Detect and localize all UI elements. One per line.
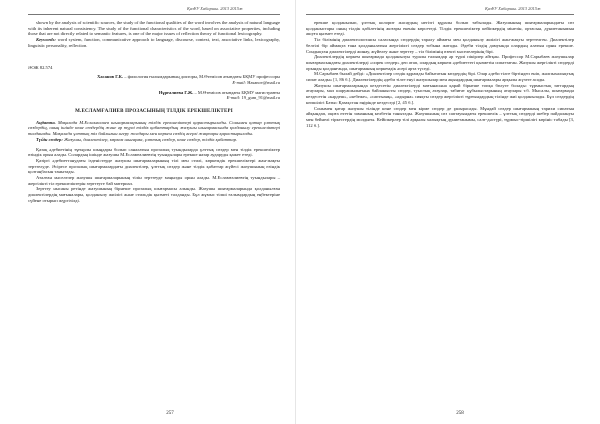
author-2-email: 19_gum_91@mail.ru [241, 95, 280, 101]
intro-en: shown by the analysis of scientific sources, the study of the functional qualities of the word involves the analysis of natural language with its inherent natural consistency. The study of the functional characteristics of the word, based on associative properties, including those that are not directly related to semantic features, is one of the major issues of reflection theory of functional lexicography. [28, 20, 280, 37]
udk-code: ӘОЖ 82.574 [28, 64, 53, 70]
body-paragraph: Тіл білімінің диалектологиясы саласында сөздердің таралу аймағы мен қолданылу жиілігі жан-жақты зерттелген. Диалектілер белгілі бір аймақта ғана қолданылатын жергілікті сөздер тобына жатады. Әдеби тілдің дамуында олардың алатын орны ерекше. Сондықтан диалектілерді жинау, жүйелеу және зерттеу – тіл білімінің өзекті мәселелерінің бірі. [306, 37, 574, 54]
body-paragraph: Диалектілердің көркем шығармада қолданылуы туралы ғалымдар әр түрлі пікірлер айтқан. Профессор М.Сарыбаев жазушылар шығармасындағы диалектілерді «сирек сөздер» деп атап, олардың көркем әдебиеттегі қызметін сипаттаған. Жазушы жергілікті сөздерді орынды қолданғанда, шығарманың көркемдік әсері арта түседі. [306, 54, 574, 71]
body-paragraph: Жазушы шығармаларында кездесетін диалектілерді мағынасына қарай бірнеше топқа бөлуге болады: тұрмыстық заттардың атаулары, мал шаруашылығына байланысты сөздер, туыстық атаулар, табиғат құбылыстарының атаулары т.б. Мысалы, шығармада кездесетін «кәрдеш», «кебеже», «саптыаяқ», «адырна» сияқты сөздер жергілікті тұрғындардың тілінде жиі қолданылады. Бұл сөздердің көпшілігі Батыс Қазақстан өңірінде кездеседі [2, 45 б.]. [306, 82, 574, 105]
keywords-kz-label: Түйін сөздер: [36, 136, 63, 142]
page-number-right: 258 [456, 411, 464, 416]
body-paragraph: Аталған мәселелер жазушы шығармаларының тілін зерттеуде маңызды орын алады. М.Есламғалиевтің туындылары – жергілікті тіл ерекшеліктерін зерттеуге бай материал. [28, 175, 280, 186]
keywords-en-text: word system, function, communicative approach to language, discourse, context, text, associative links, lexicography, linguistic personality, reflection. [28, 37, 280, 48]
author-1 [28, 74, 280, 85]
author-2-email-label: E-mail: [226, 95, 241, 101]
author-2-role: – М.Өтемісов атындағы БҚМУ магистранты [194, 89, 280, 95]
author-1-email: Hasanov@mail.ru [247, 79, 280, 85]
body-paragraph: Зерттеу нысаны ретінде жазушының бірнеше прозалық шығармасы алынды. Жазушы шығармаларында қолданылған диалектілердің мағыналары, қолданылу жиілігі және стильдік қызметі талданды. Бұл жұмыс тілші ғалымдардың еңбектеріне сүйене отырып жүргізілді. [28, 186, 280, 203]
header-rule-left [28, 14, 280, 15]
body-paragraph: Қазіргі әдебиеттанудағы ізденістерде жазушы шығармаларының тілі мен стилі, көркемдік ерекшеліктері жан-жақты зерттелуде. Әсіресе прозалық шығармалардағы диалектілер, ұлттық сөздер және тілдік қабаттар жүйесі жазушының өзіндік қолтаңбасын танытады. [28, 157, 280, 175]
keywords-en-label: Keywords: [36, 37, 56, 43]
keywords-en [28, 37, 280, 48]
body-paragraph: М.Сарыбаев былай дейді: «Диалектілер сөздік құрамды байытатын көздердің бірі. Олар әдеби тілге біртіндеп еніп, жалпыхалықтық сипат алады» [1, 86 б.]. Диалектілердің әдеби тілге енуі жазушылар мен ақындардың шығармалары арқылы жүзеге асады. [306, 71, 574, 83]
author-1-name: Хасанов Г.К. [97, 74, 124, 80]
author-2 [28, 90, 280, 101]
author-1-email-label: E-mail: [232, 79, 247, 85]
page-number-left: 257 [166, 411, 174, 416]
right-page-body [306, 20, 574, 128]
running-head-right: ҚазҰУ Хабаршы. 2013 2015ж [484, 6, 542, 11]
header-rule-right [306, 14, 574, 15]
right-page [300, 0, 590, 424]
keywords-kz-text: Жазушы, диалектілер, көркем шығарма, ұлттық сөздер, көне сөздер, тілдік қабаттар. [64, 136, 238, 142]
abstract-label: Аңдатпа. [36, 119, 56, 125]
author-1-role: – филология ғылымдарының докторы, М.Өтемісов атындағы БҚМУ профессоры [124, 74, 280, 80]
author-2-name: Нұрғалиева Г.Ж. [158, 89, 194, 95]
body-paragraph: Қазақ әдебиетінің тұғырлы шыңдары болып саналатын прозалық туындыларда ұлттық сөздер мен тілдік ерекшеліктер өзіндік орын алады. Солардың ішінде жазушы М.Есламғалиевтің туындылары ерекше назар аударуды қажет етеді. [28, 146, 280, 158]
article-title: М.ЕСЛАМҒАЛИЕВ ПРОЗАСЫНЫҢ ТІЛДІК ЕРЕКШЕЛІКТЕРІ [75, 109, 233, 115]
running-head-left: ҚазҰУ Хабаршы. 2013 2015ж [186, 6, 244, 11]
left-page-body [28, 20, 280, 204]
body-paragraph: ерекше қолданылып, ұлттық колорит жасаудың негізгі құралы болып табылады. Жазушының шығармаларындағы сөз қолданыстары оның тілдік қабілетінің жоғары екенін көрсетеді. Тілдік ерекшеліктер кейіпкердің мінезін, ортасын, дүниетанымын ашуға қызмет етеді. [306, 20, 574, 37]
abstract-text: Мақалада М.Есламғалиев шығармаларының тілдік ерекшеліктері қарастырылады. Сонымен қатар ұлттық сөздердің, оның ішінде көне сөздердің және әр түрлі тілдік қабаттардың жазушы шығармасында қолданылу ерекшеліктері талданады. Мақалада ұлттық тіл байлығын игеру жолдары мен көркем сөздің әсерлі жақтары қарастырылады. [28, 119, 280, 137]
left-page [0, 0, 290, 424]
page-gutter [295, 0, 296, 424]
abstract [28, 120, 280, 137]
body-paragraph: Сонымен қатар жазушы тілінде көне сөздер мен кірме сөздер де ұшырасады. Мұндай сөздер шығарманың тарихи сипатын айқындап, оқиға өтетін заманның келбетін танытады. Жазушының сөз саптауындағы ерекшелік – ұлттық сөздерді шебер пайдалануы мен бейнелі тіркестердің молдығы. Кейіпкерлер тілі арқылы халықтың дүниетанымы, салт-дәстүрі, тұрмыс-тіршілігі көрініс табады [3, 112 б.]. [306, 105, 574, 128]
